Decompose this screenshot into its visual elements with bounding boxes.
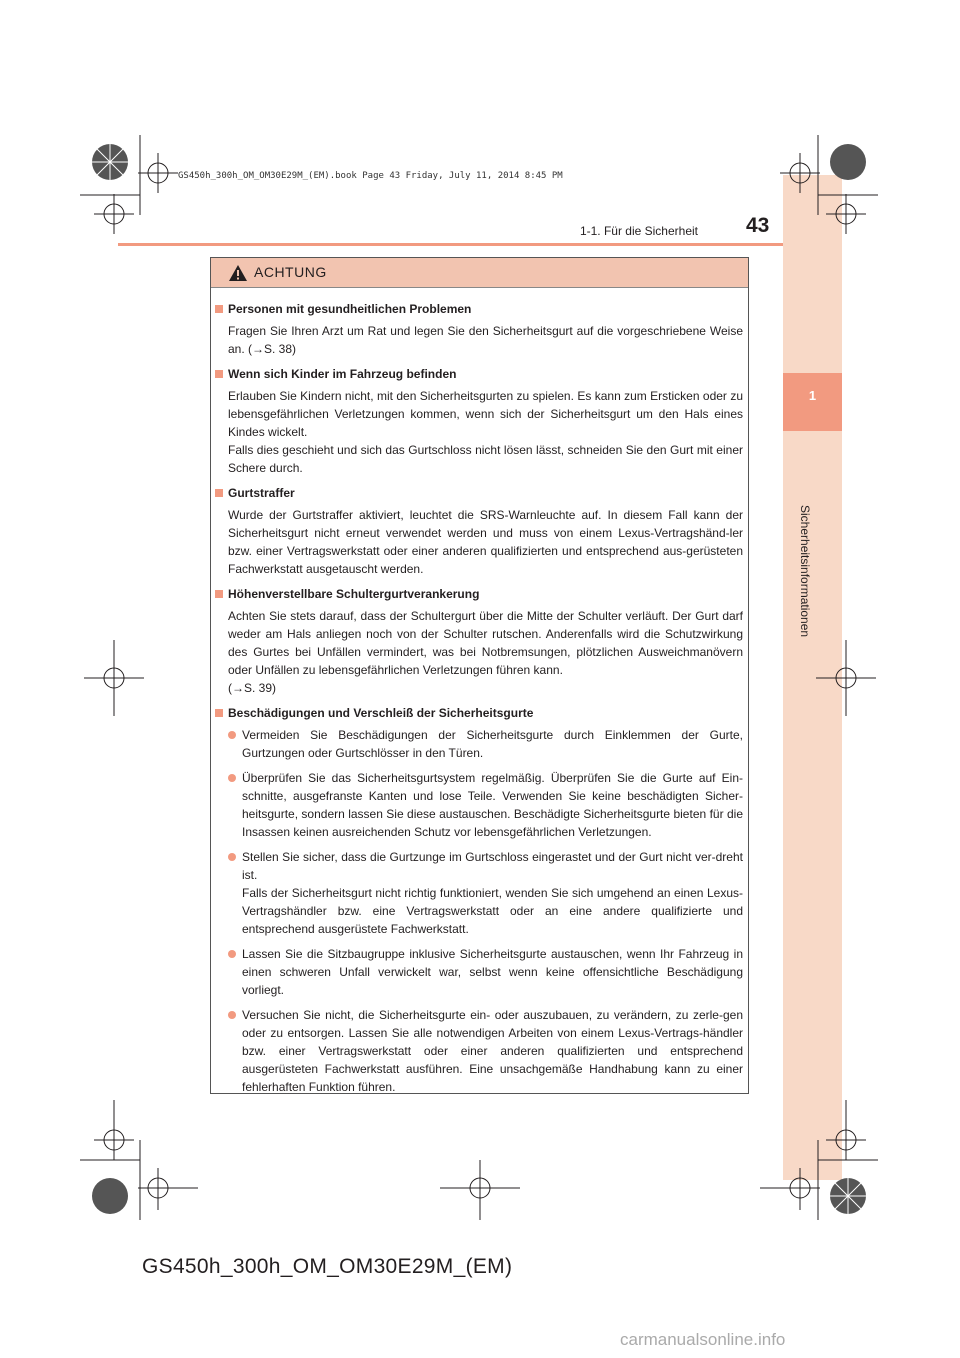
bullet-item: Überprüfen Sie das Sicherheitsgurtsystem regelmäßig. Überprüfen Sie die Gurte auf Ein-schnitte, ausgefranste Kanten und lose Teile. Verwenden Sie keine beschädigten Sicher-heitsgurte, sondern lassen Sie diese austauschen. Beschädigte Sicherheitsgurte bieten für die Insassen keinen ausreichenden Schutz vor lebensgefährlichen Verletzungen. (242, 771, 743, 839)
section-heading: Gurtstraffer (213, 484, 743, 502)
chapter-number: 1 (808, 388, 817, 403)
document-code: GS450h_300h_OM_OM30E29M_(EM) (142, 1255, 513, 1278)
section-text: Achten Sie stets darauf, dass der Schultergurt über die Mitte der Schulter verläuft. Der Gurt darf weder am Hals anliegen noch von der Schulter rutschen. Anderenfalls wird die Schutzwirkung des Gurtes bei Unfällen vermindert, was bei Notbremsungen, plötzlichen Ausweichmanövern oder Unfällen zu lebensgefährlichen Verletzungen führen kann. (228, 609, 743, 677)
warning-title: ACHTUNG (254, 264, 327, 280)
section-text: Fragen Sie Ihren Arzt um Rat und legen Sie den Sicherheitsgurt auf die vorgeschriebene Weise an. (→S. 38) (228, 324, 743, 356)
book-info: GS450h_300h_OM_OM30E29M_(EM).book Page 43 Friday, July 11, 2014 8:45 PM (178, 171, 563, 181)
section-heading: Höhenverstellbare Schultergurtverankerung (213, 585, 743, 603)
bullet-item: Vermeiden Sie Beschädigungen der Sicherheitsgurte durch Einklemmen der Gurte, Gurtzungen oder Gurtschlösser in den Türen. (242, 728, 743, 760)
section-text: Erlauben Sie Kindern nicht, mit den Sicherheitsgurten zu spielen. Es kann zum Ersticken oder zu lebensgefährlichen Verletzungen kommen, wenn sich der Sicherheitsgurt um den Hals eines Kindes wickelt. (228, 389, 743, 439)
bullet-item: Stellen Sie sicher, dass die Gurtzunge im Gurtschloss eingerastet und der Gurt nicht ver-dreht ist. (242, 850, 743, 882)
watermark: carmanualsonline.info (620, 1330, 786, 1349)
section-heading: Beschädigungen und Verschleiß der Sicherheitsgurte (213, 704, 743, 722)
section-text: (→S. 39) (228, 681, 277, 695)
section-text: Falls dies geschieht und sich das Gurtschloss nicht lösen lässt, schneiden Sie den Gurt mit einer Schere durch. (228, 443, 743, 475)
section-title: 1-1. Für die Sicherheit (579, 224, 698, 238)
section-text: Wurde der Gurtstraffer aktiviert, leuchtet die SRS-Warnleuchte auf. In diesem Fall kann der Sicherheitsgurt nicht erneut verwendet werden und muss von einem Lexus-Vertragshänd-ler bzw. einer Vertragswerkstatt oder einer anderen qualifizierten und entsprechend aus-gerüsteten Fachwerkstatt ausgetauscht werden. (228, 508, 743, 576)
chapter-label: Sicherheitsinformationen (798, 505, 812, 638)
bullet-item: Versuchen Sie nicht, die Sicherheitsgurte ein- oder auszubauen, zu verändern, zu zerle-gen oder zu entsorgen. Lassen Sie alle notwendigen Arbeiten von einem Lexus-Vertrags-händler bzw. einer Vertragswerkstatt oder einer anderen qualifizierten und entsprechend ausgerüsteten Fachwerkstatt ausführen. Eine unsachgemäße Handhabung kann zu einer fehlerhaften Funktion führen. (242, 1008, 743, 1094)
section-heading: Personen mit gesundheitlichen Problemen (213, 300, 743, 318)
section-heading: Wenn sich Kinder im Fahrzeug befinden (213, 365, 743, 383)
bullet-item-extra: Falls der Sicherheitsgurt nicht richtig funktioniert, wenden Sie sich umgehend an einen Lexus-Vertragshändler bzw. eine Vertragswerkstatt oder an eine andere qualifizierte und entsprechend ausgerüstete Fachwerkstatt. (242, 886, 743, 936)
bullet-item: Lassen Sie die Sitzbaugruppe inklusive Sicherheitsgurte austauschen, wenn Ihr Fahrzeug in einen schweren Unfall verwickelt war, selbst wenn keine offensichtliche Beschädigung vorliegt. (242, 947, 743, 997)
page-number: 43 (746, 214, 770, 237)
